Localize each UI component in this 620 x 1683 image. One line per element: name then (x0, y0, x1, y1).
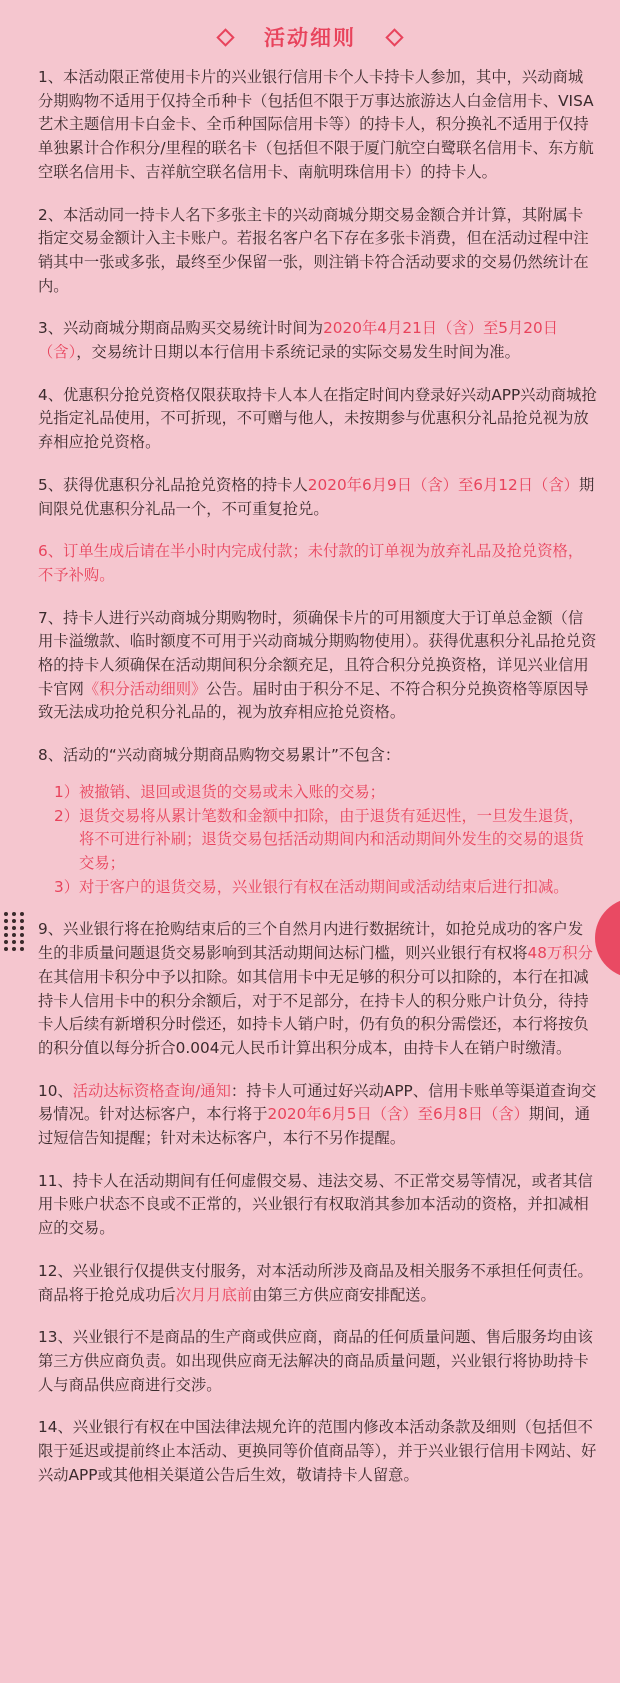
rules-list (38, 66, 598, 1506)
rule-5: 5、获得优惠积分礼品抢兑资格的持卡人2020年6月9日（含）至6月12日（含）期间限兑优惠积分礼品一个，不可重复抢兑。 (38, 475, 595, 518)
rule-10: 10、活动达标资格查询/通知：持卡人可通过好兴动APP、信用卡账单等渠道查询交易情况。针对达标客户，本行将于2020年6月5日（含）至6月8日（含）期间，通过短信告知提醒；针对未达标客户，本行不另作提醒。 (38, 1081, 597, 1148)
exclusion-item: 1） 被撤销、退回或退货的交易或未入账的交易； (54, 782, 385, 801)
rule-8-exclusions (38, 781, 598, 900)
rule-9: 9、兴业银行将在抢购结束后的三个自然月内进行数据统计，如抢兑成功的客户发生的非质量问题退货交易影响到其活动期间达标门槛，则兴业银行有权将48万积分在其信用卡积分中予以扣除。如其信用卡中无足够的积分可以扣除的，本行在扣减持卡人信用卡中的积分余额后，对于不足部分，在持卡人的积分账户计负分，待持卡人后续有新增积分时偿还，如持卡人销户时，仍有负的积分需偿还，本行将按负的积分值以每分折合0.004元人民币计算出积分成本，由持卡人在销户时缴清。 (38, 920, 593, 1057)
rule-6: 6、订单生成后请在半小时内完成付款；未付款的订单视为放弃礼品及抢兑资格，不予补购。 (38, 542, 584, 584)
rule-8: 8、活动的“兴动商城分期商品购物交易累计”不包含： (38, 746, 401, 765)
diamond-right-icon (385, 28, 403, 46)
rule-3: 3、兴动商城分期商品购买交易统计时间为2020年4月21日（含）至5月20日（含），交易统计日期以本行信用卡系统记录的实际交易发生时间为准。 (38, 319, 559, 362)
rule-4: 4、优惠积分抢兑资格仅限获取持卡人本人在指定时间内登录好兴动APP兴动商城抢兑指定礼品使用，不可折现，不可赠与他人，未按期参与优惠积分礼品抢兑视为放弃相应抢兑资格。 (38, 385, 597, 452)
rule-11: 11、持卡人在活动期间有任何虚假交易、违法交易、不正常交易等情况，或者其信用卡账户状态不良或不正常的，兴业银行有权取消其参加本活动的资格，并扣减相应的交易。 (38, 1171, 593, 1238)
rule-2: 2、本活动同一持卡人名下多张主卡的兴动商城分期交易金额合并计算，其附属卡指定交易金额计入主卡账户。若报名客户名下存在多张卡消费，但在活动过程中注销其中一张或多张，最终至少保留一张，则注销卡符合活动要求的交易仍然统计在内。 (38, 205, 589, 295)
delivery-deadline: 次月月底前 (175, 1285, 253, 1304)
exclusion-item: 2） 退货交易将从累计笔数和金额中扣除，由于退货有延迟性，一旦发生退货，将不可进行补刷；退货交易包括活动期间内和活动期间外发生的交易的退货交易； (54, 806, 584, 872)
rule-14: 14、兴业银行有权在中国法律法规允许的范围内修改本活动条款及细则（包括但不限于延迟或提前终止本活动、更换同等价值商品等），并于兴业银行信用卡网站、好兴动APP或其他相关渠道公告后生效，敬请持卡人留意。 (38, 1418, 597, 1484)
redeem-period: 2020年6月9日（含）至6月12日（含） (307, 475, 579, 494)
diamond-left-icon (216, 28, 234, 46)
notification-period: 2020年6月5日（含）至6月8日（含） (267, 1105, 529, 1124)
points-rules-link[interactable]: 《积分活动细则》 (83, 679, 207, 698)
exclusion-item: 3） 对于客户的退货交易，兴业银行有权在活动期间或活动结束后进行扣减。 (54, 877, 569, 896)
section-title: 活动细则 (264, 26, 356, 50)
purchase-period: 2020年4月21日（含）至5月20日（含） (38, 319, 559, 362)
qualification-query: 活动达标资格查询/通知 (72, 1081, 231, 1100)
rule-13: 13、兴业银行不是商品的生产商或供应商，商品的任何质量问题、售后服务均由该第三方供应商负责。如出现供应商无法解决的商品质量问题，兴业银行将协助持卡人与商品供应商进行交涉。 (38, 1328, 593, 1394)
rule-12: 12、兴业银行仅提供支付服务，对本活动所涉及商品及相关服务不承担任何责任。商品将于抢兑成功后次月月底前由第三方供应商安排配送。 (38, 1261, 593, 1304)
decorative-circle (595, 898, 620, 978)
section-header (0, 22, 620, 52)
rule-7: 7、持卡人进行兴动商城分期购物时，须确保卡片的可用额度大于订单总金额（信用卡溢缴款、临时额度不可用于兴动商城分期购物使用）。获得优惠积分礼品抢兑资格的持卡人须确保在活动期间积分余额充足，且符合积分兑换资格，详见兴业信用卡官网《积分活动细则》公告。届时由于积分不足、不符合积分兑换资格等原因导致无法成功抢兑积分礼品的，视为放弃相应抢兑资格。 (38, 608, 597, 722)
rule-1: 1、本活动限正常使用卡片的兴业银行信用卡个人卡持卡人参加，其中，兴动商城分期购物不适用于仅持全币种卡（包括但不限于万事达旅游达人白金信用卡、VISA艺术主题信用卡白金卡、全币种国际信用卡等）的持卡人，积分换礼不适用于仅持单独累计合作积分/里程的联名卡（包括但不限于厦门航空白鹭联名信用卡、东方航空联名信用卡、吉祥航空联名信用卡、南航明珠信用卡）的持卡人。 (38, 68, 594, 181)
points-deduction: 48万积分 (527, 944, 593, 963)
decorative-dots (4, 912, 26, 951)
